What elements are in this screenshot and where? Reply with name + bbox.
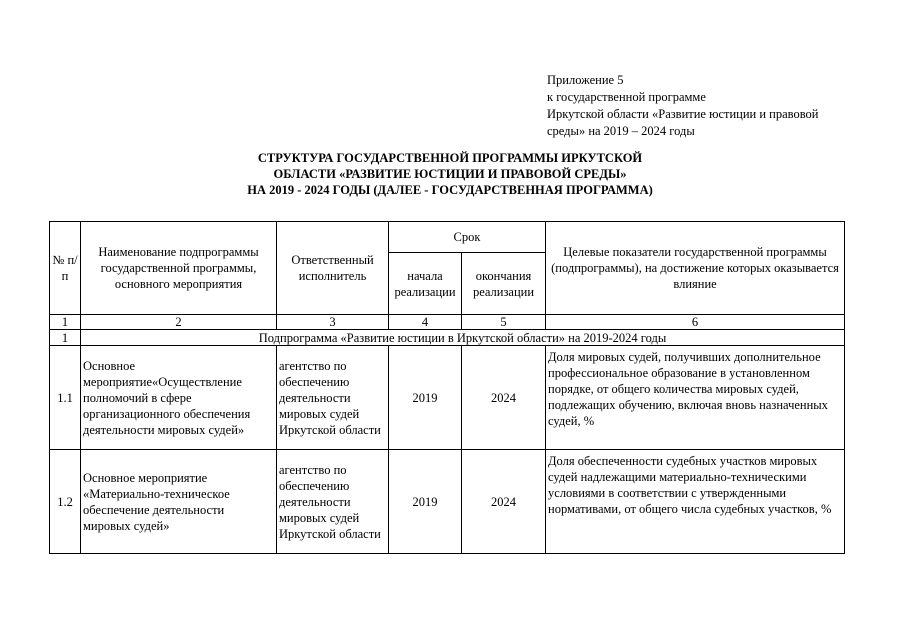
appendix-line: к государственной программе	[547, 90, 706, 104]
subprogram-title: Подпрограмма «Развитие юстиции в Иркутской области» на 2019-2024 годы	[81, 330, 845, 346]
subprogram-row	[50, 330, 845, 346]
row-start: 2019	[389, 346, 462, 450]
appendix-line: Приложение 5	[547, 73, 624, 87]
row-end: 2024	[462, 450, 546, 554]
row-num: 1.1	[50, 346, 81, 450]
column-number: 6	[546, 315, 845, 330]
header-executor: Ответственный исполнитель	[277, 222, 389, 315]
table-row	[50, 346, 845, 450]
header-term: Срок	[389, 222, 546, 253]
document-title	[150, 150, 750, 198]
subprogram-num: 1	[50, 330, 81, 346]
column-number: 2	[81, 315, 277, 330]
row-end: 2024	[462, 346, 546, 450]
header-name: Наименование подпрограммы государственной программы, основного мероприятия	[81, 222, 277, 315]
structure-table	[49, 221, 845, 554]
title-line: ОБЛАСТИ «РАЗВИТИЕ ЮСТИЦИИ И ПРАВОВОЙ СРЕДЫ»	[273, 167, 627, 181]
title-line: НА 2019 - 2024 ГОДЫ (ДАЛЕЕ - ГОСУДАРСТВЕННАЯ ПРОГРАММА)	[247, 183, 653, 197]
column-number: 4	[389, 315, 462, 330]
row-num: 1.2	[50, 450, 81, 554]
appendix-note	[547, 72, 887, 140]
header-end: окончания реализации	[462, 253, 546, 315]
appendix-line: Иркутской области «Развитие юстиции и правовой	[547, 107, 819, 121]
row-name: Основное мероприятие«Осуществление полномочий в сфере организационного обеспечения деятельности мировых судей»	[81, 346, 277, 450]
column-numbers-row	[50, 315, 845, 330]
table-row	[50, 450, 845, 554]
row-indicator: Доля обеспеченности судебных участков мировых судей надлежащими материально-техническими условиями в соответствии с утвержденными нормативами, от общего числа судебных участков, %	[546, 450, 845, 554]
row-name: Основное мероприятие «Материально-техническое обеспечение деятельности мировых судей»	[81, 450, 277, 554]
row-start: 2019	[389, 450, 462, 554]
appendix-line: среды» на 2019 – 2024 годы	[547, 124, 695, 138]
header-indicators: Целевые показатели государственной программы (подпрограммы), на достижение которых оказывается влияние	[546, 222, 845, 315]
column-number: 3	[277, 315, 389, 330]
row-indicator: Доля мировых судей, получивших дополнительное профессиональное образование в установленном порядке, от общего количества мировых судей, подлежащих обучению, включая вновь назначенных судей, %	[546, 346, 845, 450]
header-num: № п/п	[50, 222, 81, 315]
title-line: СТРУКТУРА ГОСУДАРСТВЕННОЙ ПРОГРАММЫ ИРКУТСКОЙ	[257, 151, 643, 165]
row-executor: агентство по обеспечению деятельности мировых судей Иркутской области	[277, 450, 389, 554]
column-number: 5	[462, 315, 546, 330]
row-executor: агентство по обеспечению деятельности мировых судей Иркутской области	[277, 346, 389, 450]
header-start: начала реализации	[389, 253, 462, 315]
column-number: 1	[50, 315, 81, 330]
